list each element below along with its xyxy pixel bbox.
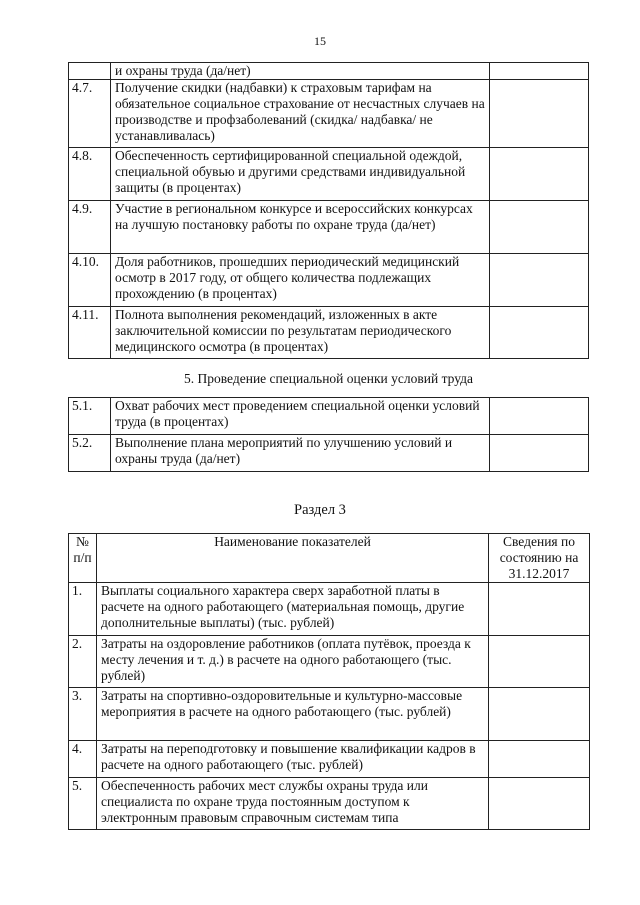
header-status-date: Сведения по состоянию на 31.12.2017 <box>489 534 590 583</box>
row-indicator-text: и охраны труда (да/нет) <box>111 63 490 80</box>
row-number: 4.7. <box>69 80 111 148</box>
row-indicator-text: Доля работников, прошедших периодический медицинский осмотр в 2017 году, от общего количества подлежащих прохождению (в процентах) <box>111 254 490 307</box>
row-indicator-text: Выполнение плана мероприятий по улучшению условий и охраны труда (да/нет) <box>111 435 490 472</box>
table-row <box>69 435 589 472</box>
row-number: 3. <box>69 688 97 741</box>
table-row <box>69 583 590 636</box>
table-row <box>69 398 589 435</box>
table-row <box>69 80 589 148</box>
row-value-cell <box>489 688 590 741</box>
row-number <box>69 63 111 80</box>
row-indicator-text: Затраты на переподготовку и повышение квалификации кадров в расчете на одного работающего (тыс. рублей) <box>97 741 489 778</box>
table-row <box>69 201 589 254</box>
table-row <box>69 778 590 830</box>
row-indicator-text: Полнота выполнения рекомендаций, изложенных в акте заключительной комиссии по результатам периодического медицинского осмотра (в процентах) <box>111 307 490 359</box>
table-row <box>69 307 589 359</box>
row-number: 4.11. <box>69 307 111 359</box>
indicators-table-continued <box>68 62 589 472</box>
section3-title: Раздел 3 <box>294 502 346 518</box>
table-row <box>69 63 589 80</box>
row-number: 4.9. <box>69 201 111 254</box>
table-row <box>69 636 590 688</box>
row-indicator-text: Получение скидки (надбавки) к страховым тарифам на обязательное социальное страхование от несчастных случаев на производстве и профзаболеваний (скидка/ надбавка/ не устанавливалась) <box>111 80 490 148</box>
row-number: 4.8. <box>69 148 111 201</box>
row-number: 5.2. <box>69 435 111 472</box>
row-indicator-text: Затраты на оздоровление работников (оплата путёвок, проезда к месту лечения и т. д.) в расчете на одного работающего (тыс. рублей) <box>97 636 489 688</box>
row-indicator-text: Затраты на спортивно-оздоровительные и культурно-массовые мероприятия в расчете на одного работающего (тыс. рублей) <box>97 688 489 741</box>
table-row <box>69 148 589 201</box>
table-row <box>69 688 590 741</box>
table-row <box>69 254 589 307</box>
section3-table <box>68 533 590 830</box>
row-number: 1. <box>69 583 97 636</box>
header-indicator-name: Наименование показателей <box>97 534 489 583</box>
row-number: 4.10. <box>69 254 111 307</box>
row-value-cell <box>490 435 589 472</box>
table2-rows <box>69 583 590 830</box>
row-value-cell <box>489 741 590 778</box>
row-indicator-text: Обеспеченность сертифицированной специальной одеждой, специальной обувью и другими средствами индивидуальной защиты (в процентах) <box>111 148 490 201</box>
row-number: 5.1. <box>69 398 111 435</box>
table2-header-row <box>69 534 590 583</box>
row-value-cell <box>489 778 590 830</box>
table-row <box>69 741 590 778</box>
row-number: 4. <box>69 741 97 778</box>
row-value-cell <box>489 636 590 688</box>
header-number: № п/п <box>69 534 97 583</box>
row-value-cell <box>490 201 589 254</box>
section5-title: 5. Проведение специальной оценки условий труда <box>69 359 589 398</box>
row-indicator-text: Выплаты социального характера сверх заработной платы в расчете на одного работающего (материальная помощь, другие дополнительные выплаты) (тыс. рублей) <box>97 583 489 636</box>
page-number: 15 <box>314 34 326 48</box>
row-value-cell <box>490 398 589 435</box>
row-value-cell <box>490 148 589 201</box>
row-indicator-text: Охват рабочих мест проведением специальной оценки условий труда (в процентах) <box>111 398 490 435</box>
row-indicator-text: Участие в региональном конкурсе и всероссийских конкурсах на лучшую постановку работы по охране труда (да/нет) <box>111 201 490 254</box>
row-value-cell <box>489 583 590 636</box>
row-value-cell <box>490 254 589 307</box>
section5-header-row <box>69 359 589 398</box>
row-value-cell <box>490 307 589 359</box>
row-indicator-text: Обеспеченность рабочих мест службы охраны труда или специалиста по охране труда постоянным доступом к электронным правовым справочным системам типа <box>97 778 489 830</box>
table1-section5-rows <box>69 398 589 472</box>
row-value-cell <box>490 80 589 148</box>
row-number: 2. <box>69 636 97 688</box>
row-number: 5. <box>69 778 97 830</box>
row-value-cell <box>490 63 589 80</box>
table1-rows <box>69 63 589 359</box>
